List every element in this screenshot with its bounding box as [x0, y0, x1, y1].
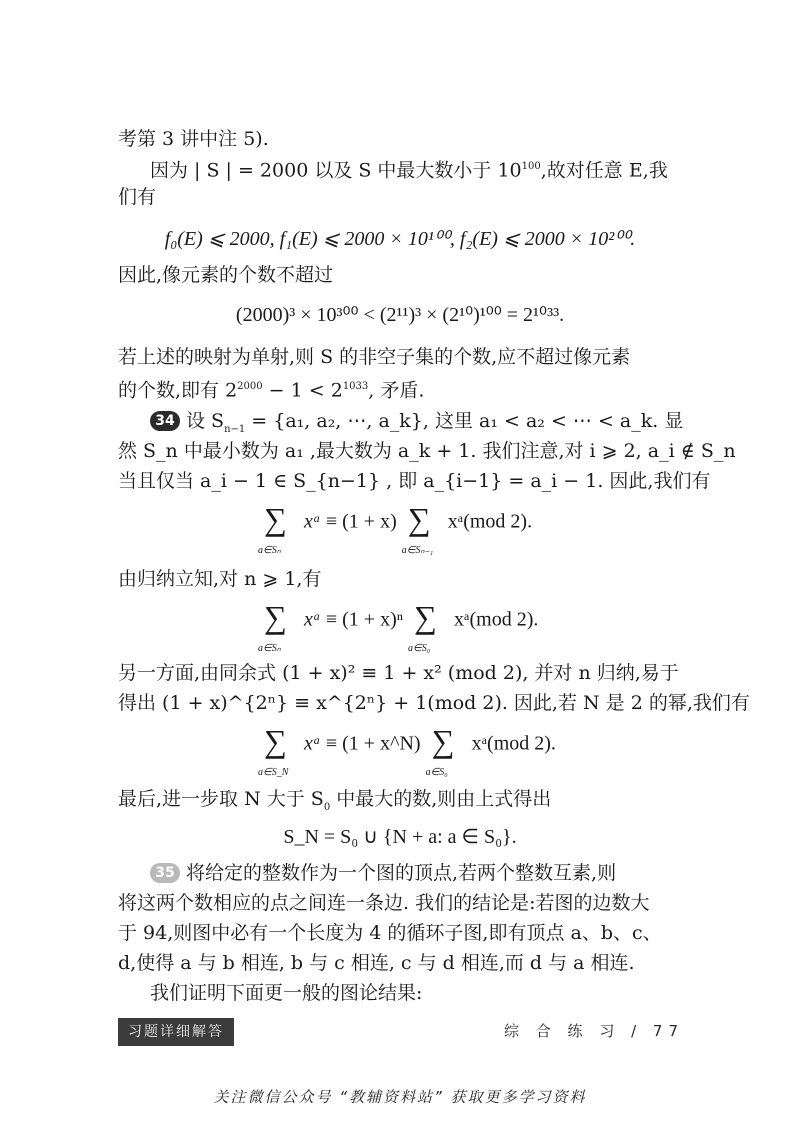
problem-badge: 35: [150, 863, 180, 883]
equation-3: ∑ a∈S_N xᵃ ≡ (1 + x^N) ∑ a∈S₀ xᵃ(mod 2).: [258, 723, 556, 778]
problem-35-line: 35 将给定的整数作为一个图的顶点,若两个整数互素,则: [150, 860, 616, 886]
text-line: 得出 (1 + x)^{2ⁿ} ≡ x^{2ⁿ} + 1(mod 2). 因此,若 N 是 2 的幂,我们有: [118, 692, 750, 714]
text-line: 因此,像元素的个数不超过: [118, 264, 334, 286]
sum-symbol: ∑ a∈S_N: [258, 723, 289, 778]
text-line: 将这两个数相应的点之间连一条边. 我们的结论是:若图的边数大: [118, 892, 650, 914]
problem-badge: 34: [150, 411, 180, 431]
sum-symbol: ∑ a∈Sₙ: [258, 599, 287, 654]
section-tag: 习题详细解答: [118, 1018, 234, 1046]
union-equation: S_N = S₀ ∪ {N + a: a ∈ S₀}.: [283, 826, 517, 848]
text-line: 考第 3 讲中注 5).: [118, 128, 269, 150]
sum-symbol: ∑ a∈Sₙ: [258, 501, 287, 556]
text-line: 若上述的映射为单射,则 S 的非空子集的个数,应不超过像元素: [118, 346, 631, 368]
text-line: 的个数,即有 $2^{2000} - 1 < 2^{1033}$, 矛盾.: [118, 379, 425, 402]
equation-1: ∑ a∈Sₙ xᵃ ≡ (1 + x) ∑ a∈Sₙ₋₁ xᵃ(mod 2).: [258, 501, 533, 556]
math-bound: (2000)³ × 10³⁰⁰ < (2¹¹)³ × (2¹⁰)¹⁰⁰ = 2¹⁰³³.: [235, 304, 565, 326]
text-line: 们有: [118, 186, 157, 208]
sum-symbol: ∑ a∈S₀: [425, 723, 455, 778]
text-line: 最后,进一步取 N 大于 $S_0$ 中最大的数,则由上式得出: [118, 788, 552, 813]
sum-symbol: ∑ a∈Sₙ₋₁: [401, 501, 434, 556]
text-line: 当且仅当 a_i − 1 ∈ S_{n−1} , 即 a_{i−1} = a_i − 1. 因此,我们有: [118, 470, 711, 492]
equation-2: ∑ a∈Sₙ xᵃ ≡ (1 + x)ⁿ ∑ a∈S₀ xᵃ(mod 2).: [258, 599, 539, 654]
text-line: 于 94,则图中必有一个长度为 4 的循环子图,即有顶点 a、b、c、: [118, 922, 662, 944]
math-inequalities: f₀(E) ⩽ 2000, f₁(E) ⩽ 2000 × 10¹⁰⁰, f₂(E) ⩽ 2000 × 10²⁰⁰.: [164, 228, 636, 250]
text-line: 另一方面,由同余式 (1 + x)² ≡ 1 + x² (mod 2), 并对 n 归纳,易于: [118, 662, 679, 684]
text-line: 因为 | S | = 2000 以及 S 中最大数小于 $10^{100}$,故对任意 E,我: [150, 159, 668, 182]
watermark-note: 关注微信公众号 “教辅资料站” 获取更多学习资料: [213, 1088, 587, 1106]
problem-34-line: 34 设 $S_{n-1} = \{a_1$, a₂, ⋯, a_k}, 这里 a₁ < a₂ < ⋯ < a_k. 显: [150, 408, 683, 443]
sum-symbol: ∑ a∈S₀: [408, 599, 437, 654]
text-line: d,使得 a 与 b 相连, b 与 c 相连, c 与 d 相连,而 d 与 a 相连.: [118, 952, 635, 974]
text-line: 由归纳立知,对 n ⩾ 1,有: [118, 568, 322, 590]
text-line: 然 S_n 中最小数为 a₁ ,最大数为 a_k + 1. 我们注意,对 i ⩾ 2, a_i ∉ S_n: [118, 440, 736, 462]
text-line: 我们证明下面更一般的图论结果:: [150, 982, 423, 1004]
page-footer: 综 合 练 习 / 77: [504, 1022, 684, 1040]
